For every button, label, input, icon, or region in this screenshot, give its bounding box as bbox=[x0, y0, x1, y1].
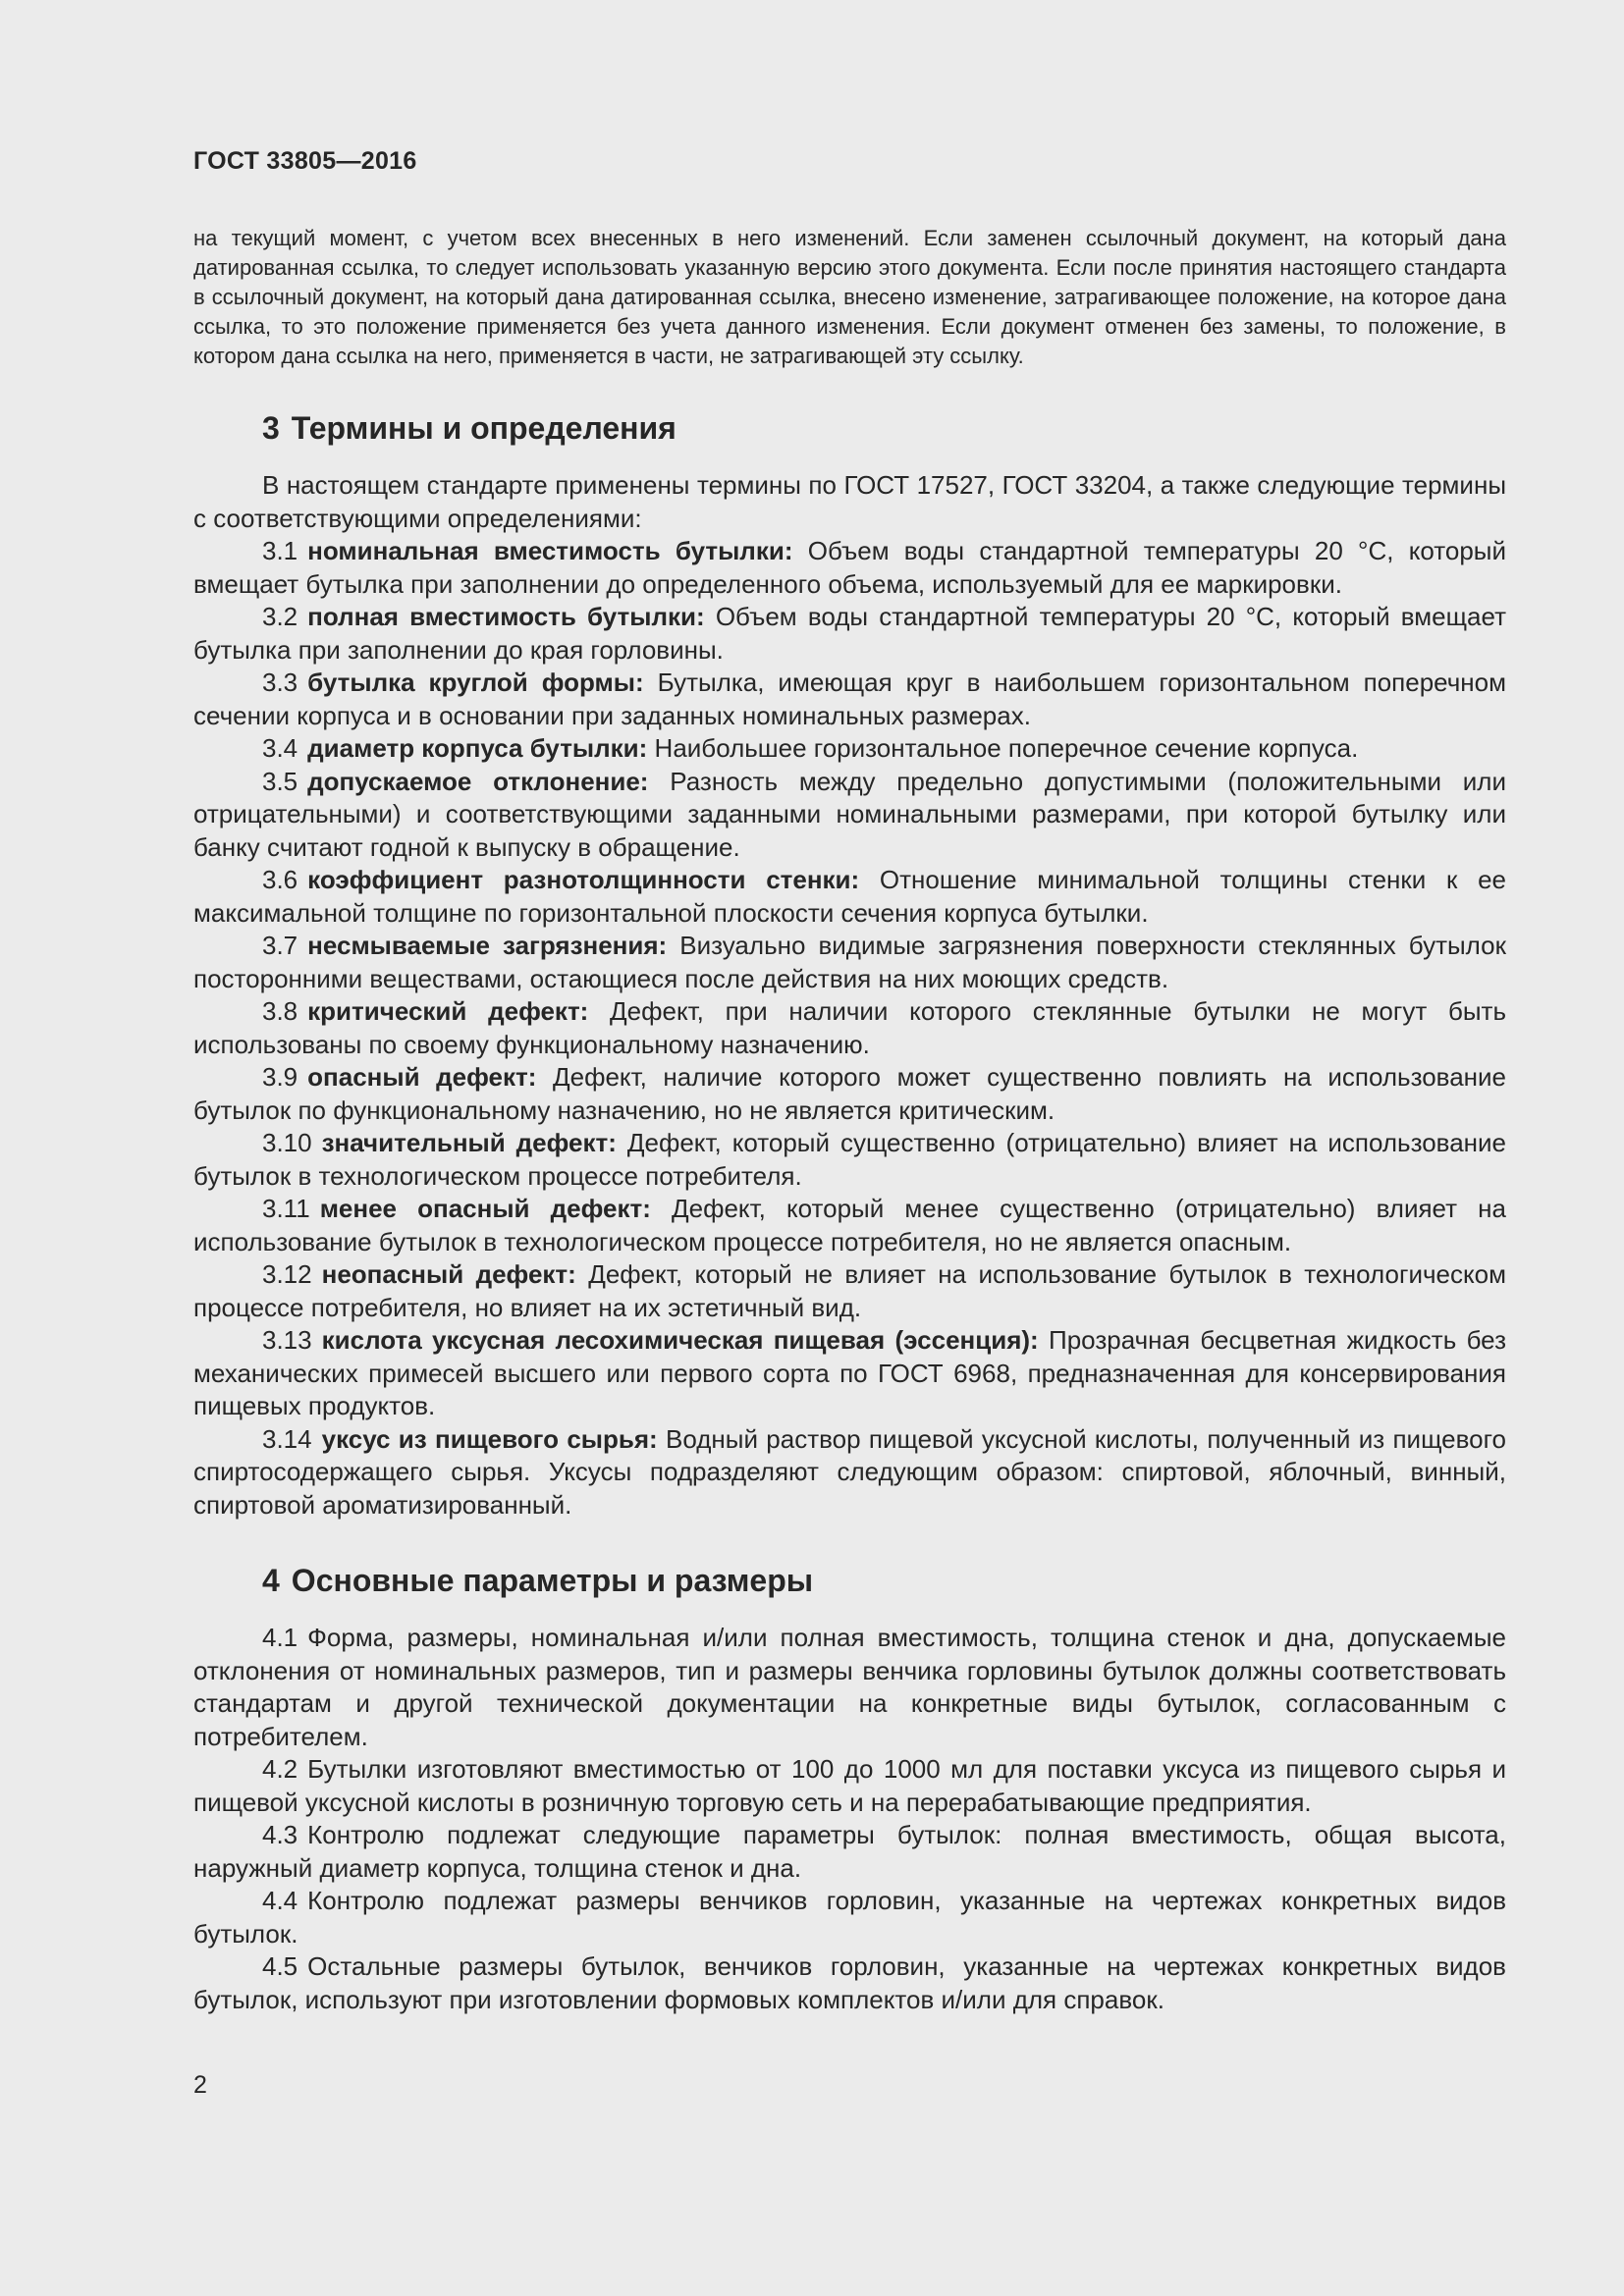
paragraph-text: Бутылки изготовляют вместимостью от 100 до 1000 мл для поставки уксуса из пищевого сырья и пищевой уксусной кислоты в розничную торговую сеть и на перерабатывающие предприятия. bbox=[193, 1754, 1506, 1817]
term-definition bbox=[193, 766, 1506, 865]
term-definition bbox=[193, 1061, 1506, 1127]
term-number: 3.8 bbox=[262, 996, 298, 1026]
term-number: 3.2 bbox=[262, 602, 298, 631]
term-name: допускаемое отклонение: bbox=[307, 766, 649, 796]
term-description: Прозрачная бесцветная жидкость без механических примесей высшего или первого сорта по ГОСТ 6968, предназначенная для консервирования пищевых продуктов. bbox=[193, 1325, 1506, 1420]
term-definition bbox=[193, 667, 1506, 732]
intro-paragraph: на текущий момент, с учетом всех внесенных в него изменений. Если заменен ссылочный документ, на который дана датированная ссылка, то следует использовать указанную версию этого документа. Если после принятия настоящего стандарта в ссылочный документ, на который дана датированная ссылка, внесено изменение, затрагивающее положение, на которое дана ссылка, то это положение применяется без учета данного изменения. Если документ отменен без замены, то положение, в котором дана ссылка на него, применяется в части, не затрагивающей эту ссылку. bbox=[193, 226, 1506, 368]
term-name: неопасный дефект: bbox=[321, 1259, 576, 1289]
term-description: Дефект, который не влияет на использование бутылок в технологическом процессе потребителя, но влияет на их эстетичный вид. bbox=[193, 1259, 1506, 1322]
parameter-paragraph bbox=[193, 1622, 1506, 1753]
term-name: коэффициент разнотолщинности стенки: bbox=[307, 865, 860, 894]
term-name: значительный дефект: bbox=[321, 1128, 617, 1157]
section-3-intro: В настоящем стандарте применены термины по ГОСТ 17527, ГОСТ 33204, а также следующие термины с соответствующими определениями: bbox=[193, 470, 1506, 533]
term-name: диаметр корпуса бутылки: bbox=[307, 733, 648, 763]
section-3-body bbox=[193, 469, 1506, 1522]
term-definition bbox=[193, 995, 1506, 1061]
term-description: Водный раствор пищевой уксусной кислоты, полученный из пищевого спиртосодержащего сырья. Уксусы подразделяют следующим образом: спиртовой, яблочный, винный, спиртовой ароматизированный. bbox=[193, 1423, 1506, 1520]
term-definition bbox=[193, 535, 1506, 601]
term-definition bbox=[193, 1258, 1506, 1324]
term-name: несмываемые загрязнения: bbox=[307, 931, 668, 960]
term-description: Дефект, который менее существенно (отрицательно) влияет на использование бутылок в технологическом процессе потребителя, но не является опасным. bbox=[193, 1194, 1506, 1256]
paragraph-text: Остальные размеры бутылок, венчиков горловин, указанные на чертежах конкретных видов бутылок, используют при изготовлении формовых комплектов и/или для справок. bbox=[193, 1951, 1506, 2014]
paragraph-text: Контролю подлежат размеры венчиков горловин, указанные на чертежах конкретных видов бутылок. bbox=[193, 1886, 1506, 1949]
term-number: 3.11 bbox=[262, 1194, 310, 1223]
parameter-paragraph bbox=[193, 1950, 1506, 2016]
section-4-number: 4 bbox=[262, 1563, 280, 1598]
term-number: 3.6 bbox=[262, 865, 298, 894]
term-number: 3.5 bbox=[262, 766, 298, 796]
term-definition bbox=[193, 732, 1506, 766]
term-name: кислота уксусная лесохимическая пищевая (эссенция): bbox=[321, 1325, 1039, 1355]
term-description: Дефект, который существенно (отрицательно) влияет на использование бутылок в технологическом процессе потребителя. bbox=[193, 1128, 1506, 1191]
parameter-paragraph bbox=[193, 1753, 1506, 1819]
term-name: опасный дефект: bbox=[307, 1062, 537, 1092]
paragraph-number: 4.4 bbox=[262, 1886, 298, 1915]
term-description: Бутылка, имеющая круг в наибольшем горизонтальном поперечном сечении корпуса и в основании при заданных номинальных размерах. bbox=[193, 667, 1506, 730]
term-name: полная вместимость бутылки: bbox=[307, 602, 705, 631]
section-3-title: Термины и определения bbox=[291, 410, 677, 446]
paragraph-number: 4.3 bbox=[262, 1820, 298, 1849]
params-list bbox=[193, 1622, 1506, 2016]
term-number: 3.9 bbox=[262, 1062, 298, 1092]
section-4-title: Основные параметры и размеры bbox=[291, 1563, 814, 1598]
term-description: Объем воды стандартной температуры 20 °С, который вмещает бутылка при заполнении до определенного объема, используемый для ее маркировки. bbox=[193, 536, 1506, 599]
term-definition bbox=[193, 1423, 1506, 1522]
terms-list bbox=[193, 535, 1506, 1522]
term-number: 3.14 bbox=[262, 1423, 312, 1454]
term-definition bbox=[193, 1193, 1506, 1258]
page-header-doc-code: ГОСТ 33805—2016 bbox=[193, 147, 417, 175]
term-definition bbox=[193, 601, 1506, 667]
term-name: менее опасный дефект: bbox=[319, 1194, 651, 1223]
term-number: 3.3 bbox=[262, 667, 298, 697]
term-name: бутылка круглой формы: bbox=[307, 667, 644, 697]
term-description: Разность между предельно допустимыми (положительными или отрицательными) и соответствующими заданными номинальными размерами, при которой бутылку или банку считают годной к выпуску в обращение. bbox=[193, 766, 1506, 862]
term-description: Дефект, наличие которого может существенно повлиять на использование бутылок по функциональному назначению, но не является критическим. bbox=[193, 1062, 1506, 1125]
paragraph-number: 4.1 bbox=[262, 1623, 298, 1652]
term-number: 3.12 bbox=[262, 1259, 312, 1289]
term-number: 3.1 bbox=[262, 536, 298, 565]
parameter-paragraph bbox=[193, 1819, 1506, 1885]
term-number: 3.10 bbox=[262, 1128, 312, 1157]
term-definition bbox=[193, 864, 1506, 930]
paragraph-text: Контролю подлежат следующие параметры бутылок: полная вместимость, общая высота, наружный диаметр корпуса, толщина стенок и дна. bbox=[193, 1820, 1506, 1883]
term-number: 3.4 bbox=[262, 733, 298, 763]
term-number: 3.13 bbox=[262, 1325, 312, 1355]
term-description: Визуально видимые загрязнения поверхности стеклянных бутылок посторонними веществами, остающиеся после действия на них моющих средств. bbox=[193, 931, 1506, 993]
page-number: 2 bbox=[193, 2071, 207, 2099]
term-name: критический дефект: bbox=[307, 996, 589, 1026]
section-3-number: 3 bbox=[262, 410, 280, 446]
term-definition bbox=[193, 1324, 1506, 1423]
paragraph-number: 4.2 bbox=[262, 1754, 298, 1784]
paragraph-number: 4.5 bbox=[262, 1951, 298, 1981]
term-number: 3.7 bbox=[262, 931, 298, 960]
term-name: уксус из пищевого сырья: bbox=[321, 1423, 658, 1454]
term-definition bbox=[193, 1127, 1506, 1193]
term-definition bbox=[193, 930, 1506, 995]
term-description: Объем воды стандартной температуры 20 °С, который вмещает бутылка при заполнении до края горловины. bbox=[193, 602, 1506, 665]
term-name: номинальная вместимость бутылки: bbox=[307, 536, 793, 565]
paragraph-text: Форма, размеры, номинальная и/или полная вместимость, толщина стенок и дна, допускаемые отклонения от номинальных размеров, тип и размеры венчика горловины бутылок должны соответствовать стандартам и другой технической документации на конкретные виды бутылок, согласованным с потребителем. bbox=[193, 1623, 1506, 1751]
document-body bbox=[193, 224, 1506, 2016]
term-description: Наибольшее горизонтальное поперечное сечение корпуса. bbox=[654, 733, 1359, 763]
intro-block bbox=[193, 224, 1506, 371]
parameter-paragraph bbox=[193, 1885, 1506, 1950]
term-description: Отношение минимальной толщины стенки к ее максимальной толщине по горизонтальной плоскости сечения корпуса бутылки. bbox=[193, 865, 1506, 928]
section-4-body bbox=[193, 1622, 1506, 2016]
section-4-heading bbox=[193, 1561, 1506, 1600]
term-description: Дефект, при наличии которого стеклянные бутылки не могут быть использованы по своему функциональному назначению. bbox=[193, 996, 1506, 1059]
section-3-heading bbox=[193, 408, 1506, 448]
